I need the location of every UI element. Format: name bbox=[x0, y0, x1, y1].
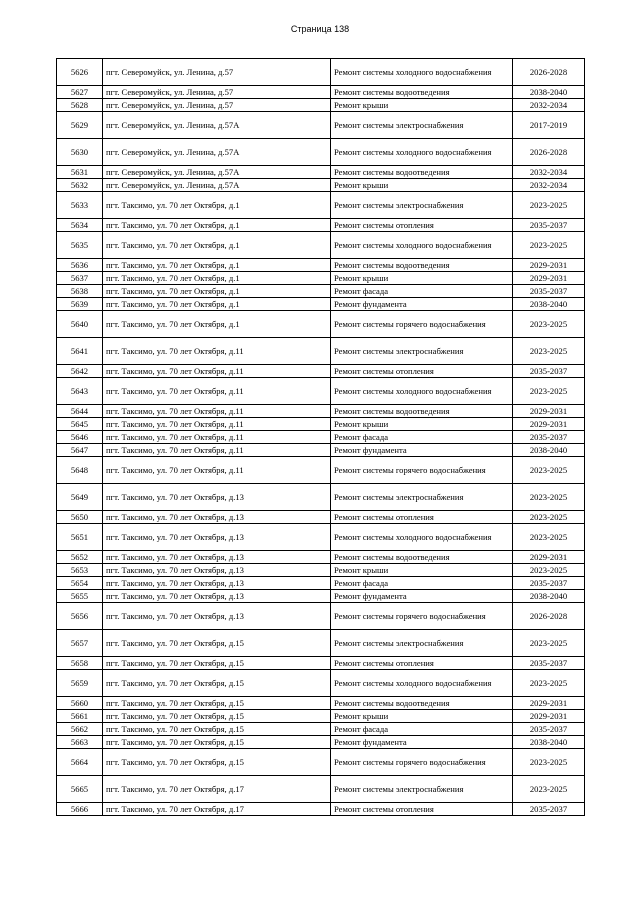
row-number-cell: 5627 bbox=[57, 86, 103, 99]
period-cell: 2029-2031 bbox=[513, 405, 585, 418]
work-type-cell: Ремонт системы холодного водоснабжения bbox=[331, 59, 513, 86]
row-number-cell: 5646 bbox=[57, 431, 103, 444]
address-cell: пгт. Таксимо, ул. 70 лет Октября, д.11 bbox=[103, 418, 331, 431]
work-type-cell: Ремонт системы водоотведения bbox=[331, 405, 513, 418]
row-number-cell: 5651 bbox=[57, 524, 103, 551]
address-cell: пгт. Северомуйск, ул. Ленина, д.57А bbox=[103, 112, 331, 139]
work-type-cell: Ремонт крыши bbox=[331, 99, 513, 112]
period-cell: 2029-2031 bbox=[513, 551, 585, 564]
period-cell: 2029-2031 bbox=[513, 697, 585, 710]
table-row bbox=[57, 139, 585, 166]
address-cell: пгт. Северомуйск, ул. Ленина, д.57А bbox=[103, 166, 331, 179]
address-cell: пгт. Таксимо, ул. 70 лет Октября, д.11 bbox=[103, 457, 331, 484]
work-type-cell: Ремонт системы водоотведения bbox=[331, 166, 513, 179]
address-cell: пгт. Таксимо, ул. 70 лет Октября, д.1 bbox=[103, 285, 331, 298]
period-cell: 2017-2019 bbox=[513, 112, 585, 139]
address-cell: пгт. Таксимо, ул. 70 лет Октября, д.13 bbox=[103, 590, 331, 603]
period-cell: 2026-2028 bbox=[513, 603, 585, 630]
row-number-cell: 5653 bbox=[57, 564, 103, 577]
table-row bbox=[57, 166, 585, 179]
row-number-cell: 5665 bbox=[57, 776, 103, 803]
work-type-cell: Ремонт крыши bbox=[331, 179, 513, 192]
row-number-cell: 5635 bbox=[57, 232, 103, 259]
row-number-cell: 5642 bbox=[57, 365, 103, 378]
address-cell: пгт. Таксимо, ул. 70 лет Октября, д.17 bbox=[103, 776, 331, 803]
table-row bbox=[57, 749, 585, 776]
row-number-cell: 5663 bbox=[57, 736, 103, 749]
work-type-cell: Ремонт системы холодного водоснабжения bbox=[331, 232, 513, 259]
period-cell: 2023-2025 bbox=[513, 564, 585, 577]
period-cell: 2026-2028 bbox=[513, 59, 585, 86]
address-cell: пгт. Таксимо, ул. 70 лет Октября, д.17 bbox=[103, 803, 331, 816]
period-cell: 2035-2037 bbox=[513, 803, 585, 816]
row-number-cell: 5641 bbox=[57, 338, 103, 365]
row-number-cell: 5645 bbox=[57, 418, 103, 431]
work-type-cell: Ремонт фасада bbox=[331, 285, 513, 298]
row-number-cell: 5626 bbox=[57, 59, 103, 86]
table-row bbox=[57, 179, 585, 192]
page-header: Страница 138 bbox=[290, 24, 350, 34]
table-row bbox=[57, 484, 585, 511]
period-cell: 2038-2040 bbox=[513, 86, 585, 99]
period-cell: 2038-2040 bbox=[513, 444, 585, 457]
period-cell: 2023-2025 bbox=[513, 338, 585, 365]
work-type-cell: Ремонт системы холодного водоснабжения bbox=[331, 378, 513, 405]
row-number-cell: 5666 bbox=[57, 803, 103, 816]
address-cell: пгт. Таксимо, ул. 70 лет Октября, д.1 bbox=[103, 259, 331, 272]
table-row bbox=[57, 365, 585, 378]
work-type-cell: Ремонт фасада bbox=[331, 431, 513, 444]
work-type-cell: Ремонт системы водоотведения bbox=[331, 259, 513, 272]
table-row bbox=[57, 405, 585, 418]
work-type-cell: Ремонт системы отопления bbox=[331, 365, 513, 378]
row-number-cell: 5649 bbox=[57, 484, 103, 511]
address-cell: пгт. Таксимо, ул. 70 лет Октября, д.13 bbox=[103, 577, 331, 590]
work-type-cell: Ремонт фундамента bbox=[331, 590, 513, 603]
table-row bbox=[57, 590, 585, 603]
work-type-cell: Ремонт фасада bbox=[331, 577, 513, 590]
period-cell: 2029-2031 bbox=[513, 272, 585, 285]
table-row bbox=[57, 232, 585, 259]
work-type-cell: Ремонт системы электроснабжения bbox=[331, 630, 513, 657]
address-cell: пгт. Таксимо, ул. 70 лет Октября, д.15 bbox=[103, 670, 331, 697]
address-cell: пгт. Таксимо, ул. 70 лет Октября, д.15 bbox=[103, 630, 331, 657]
work-type-cell: Ремонт системы водоотведения bbox=[331, 551, 513, 564]
period-cell: 2023-2025 bbox=[513, 630, 585, 657]
work-type-cell: Ремонт системы отопления bbox=[331, 657, 513, 670]
work-type-cell: Ремонт системы электроснабжения bbox=[331, 192, 513, 219]
work-type-cell: Ремонт крыши bbox=[331, 272, 513, 285]
row-number-cell: 5647 bbox=[57, 444, 103, 457]
address-cell: пгт. Таксимо, ул. 70 лет Октября, д.11 bbox=[103, 431, 331, 444]
address-cell: пгт. Таксимо, ул. 70 лет Октября, д.1 bbox=[103, 272, 331, 285]
row-number-cell: 5633 bbox=[57, 192, 103, 219]
row-number-cell: 5652 bbox=[57, 551, 103, 564]
period-cell: 2035-2037 bbox=[513, 577, 585, 590]
row-number-cell: 5639 bbox=[57, 298, 103, 311]
table-row bbox=[57, 710, 585, 723]
table-row bbox=[57, 524, 585, 551]
period-cell: 2023-2025 bbox=[513, 378, 585, 405]
table-row bbox=[57, 603, 585, 630]
period-cell: 2035-2037 bbox=[513, 219, 585, 232]
period-cell: 2035-2037 bbox=[513, 431, 585, 444]
period-cell: 2023-2025 bbox=[513, 311, 585, 338]
period-cell: 2032-2034 bbox=[513, 99, 585, 112]
table-row bbox=[57, 59, 585, 86]
table-row bbox=[57, 723, 585, 736]
row-number-cell: 5636 bbox=[57, 259, 103, 272]
table-row bbox=[57, 511, 585, 524]
table-row bbox=[57, 272, 585, 285]
table-row bbox=[57, 564, 585, 577]
address-cell: пгт. Таксимо, ул. 70 лет Октября, д.13 bbox=[103, 564, 331, 577]
address-cell: пгт. Северомуйск, ул. Ленина, д.57А bbox=[103, 139, 331, 166]
table-row bbox=[57, 338, 585, 365]
address-cell: пгт. Таксимо, ул. 70 лет Октября, д.1 bbox=[103, 192, 331, 219]
row-number-cell: 5640 bbox=[57, 311, 103, 338]
period-cell: 2023-2025 bbox=[513, 511, 585, 524]
address-cell: пгт. Таксимо, ул. 70 лет Октября, д.1 bbox=[103, 311, 331, 338]
address-cell: пгт. Таксимо, ул. 70 лет Октября, д.15 bbox=[103, 723, 331, 736]
table-row bbox=[57, 378, 585, 405]
work-type-cell: Ремонт системы электроснабжения bbox=[331, 112, 513, 139]
period-cell: 2023-2025 bbox=[513, 524, 585, 551]
address-cell: пгт. Таксимо, ул. 70 лет Октября, д.13 bbox=[103, 511, 331, 524]
period-cell: 2023-2025 bbox=[513, 776, 585, 803]
address-cell: пгт. Таксимо, ул. 70 лет Октября, д.13 bbox=[103, 603, 331, 630]
work-type-cell: Ремонт системы электроснабжения bbox=[331, 338, 513, 365]
table-row bbox=[57, 670, 585, 697]
work-type-cell: Ремонт системы горячего водоснабжения bbox=[331, 311, 513, 338]
address-cell: пгт. Таксимо, ул. 70 лет Октября, д.11 bbox=[103, 378, 331, 405]
period-cell: 2035-2037 bbox=[513, 723, 585, 736]
work-type-cell: Ремонт системы отопления bbox=[331, 803, 513, 816]
table-body bbox=[57, 59, 585, 816]
period-cell: 2029-2031 bbox=[513, 710, 585, 723]
table-row bbox=[57, 418, 585, 431]
period-cell: 2023-2025 bbox=[513, 457, 585, 484]
work-type-cell: Ремонт фундамента bbox=[331, 298, 513, 311]
row-number-cell: 5629 bbox=[57, 112, 103, 139]
row-number-cell: 5643 bbox=[57, 378, 103, 405]
address-cell: пгт. Таксимо, ул. 70 лет Октября, д.15 bbox=[103, 697, 331, 710]
period-cell: 2035-2037 bbox=[513, 285, 585, 298]
period-cell: 2032-2034 bbox=[513, 166, 585, 179]
address-cell: пгт. Таксимо, ул. 70 лет Октября, д.1 bbox=[103, 298, 331, 311]
table-row bbox=[57, 431, 585, 444]
work-type-cell: Ремонт системы электроснабжения bbox=[331, 484, 513, 511]
work-type-cell: Ремонт системы холодного водоснабжения bbox=[331, 139, 513, 166]
address-cell: пгт. Таксимо, ул. 70 лет Октября, д.11 bbox=[103, 365, 331, 378]
work-type-cell: Ремонт системы холодного водоснабжения bbox=[331, 670, 513, 697]
address-cell: пгт. Северомуйск, ул. Ленина, д.57 bbox=[103, 99, 331, 112]
period-cell: 2038-2040 bbox=[513, 590, 585, 603]
row-number-cell: 5650 bbox=[57, 511, 103, 524]
work-type-cell: Ремонт крыши bbox=[331, 710, 513, 723]
row-number-cell: 5659 bbox=[57, 670, 103, 697]
period-cell: 2035-2037 bbox=[513, 365, 585, 378]
work-type-cell: Ремонт системы водоотведения bbox=[331, 697, 513, 710]
row-number-cell: 5637 bbox=[57, 272, 103, 285]
row-number-cell: 5664 bbox=[57, 749, 103, 776]
row-number-cell: 5631 bbox=[57, 166, 103, 179]
table-row bbox=[57, 776, 585, 803]
work-type-cell: Ремонт системы горячего водоснабжения bbox=[331, 603, 513, 630]
work-type-cell: Ремонт крыши bbox=[331, 564, 513, 577]
work-type-cell: Ремонт фундамента bbox=[331, 736, 513, 749]
row-number-cell: 5644 bbox=[57, 405, 103, 418]
address-cell: пгт. Таксимо, ул. 70 лет Октября, д.11 bbox=[103, 338, 331, 365]
work-type-cell: Ремонт фундамента bbox=[331, 444, 513, 457]
row-number-cell: 5628 bbox=[57, 99, 103, 112]
work-type-cell: Ремонт системы водоотведения bbox=[331, 86, 513, 99]
table-row bbox=[57, 86, 585, 99]
period-cell: 2023-2025 bbox=[513, 192, 585, 219]
row-number-cell: 5657 bbox=[57, 630, 103, 657]
period-cell: 2032-2034 bbox=[513, 179, 585, 192]
table-row bbox=[57, 311, 585, 338]
table-row bbox=[57, 697, 585, 710]
row-number-cell: 5648 bbox=[57, 457, 103, 484]
address-cell: пгт. Таксимо, ул. 70 лет Октября, д.15 bbox=[103, 736, 331, 749]
period-cell: 2038-2040 bbox=[513, 736, 585, 749]
row-number-cell: 5660 bbox=[57, 697, 103, 710]
address-cell: пгт. Таксимо, ул. 70 лет Октября, д.15 bbox=[103, 710, 331, 723]
period-cell: 2035-2037 bbox=[513, 657, 585, 670]
address-cell: пгт. Таксимо, ул. 70 лет Октября, д.13 bbox=[103, 524, 331, 551]
address-cell: пгт. Таксимо, ул. 70 лет Октября, д.11 bbox=[103, 444, 331, 457]
row-number-cell: 5630 bbox=[57, 139, 103, 166]
work-type-cell: Ремонт фасада bbox=[331, 723, 513, 736]
table-row bbox=[57, 298, 585, 311]
period-cell: 2038-2040 bbox=[513, 298, 585, 311]
work-type-cell: Ремонт системы отопления bbox=[331, 219, 513, 232]
table-row bbox=[57, 577, 585, 590]
address-cell: пгт. Северомуйск, ул. Ленина, д.57 bbox=[103, 59, 331, 86]
work-type-cell: Ремонт системы отопления bbox=[331, 511, 513, 524]
period-cell: 2023-2025 bbox=[513, 484, 585, 511]
row-number-cell: 5632 bbox=[57, 179, 103, 192]
work-type-cell: Ремонт системы горячего водоснабжения bbox=[331, 749, 513, 776]
row-number-cell: 5662 bbox=[57, 723, 103, 736]
address-cell: пгт. Таксимо, ул. 70 лет Октября, д.13 bbox=[103, 484, 331, 511]
repair-schedule-table bbox=[56, 58, 585, 816]
period-cell: 2023-2025 bbox=[513, 232, 585, 259]
table-row bbox=[57, 444, 585, 457]
table-row bbox=[57, 259, 585, 272]
row-number-cell: 5658 bbox=[57, 657, 103, 670]
row-number-cell: 5634 bbox=[57, 219, 103, 232]
address-cell: пгт. Северомуйск, ул. Ленина, д.57 bbox=[103, 86, 331, 99]
period-cell: 2029-2031 bbox=[513, 259, 585, 272]
table-row bbox=[57, 112, 585, 139]
row-number-cell: 5655 bbox=[57, 590, 103, 603]
work-type-cell: Ремонт системы холодного водоснабжения bbox=[331, 524, 513, 551]
row-number-cell: 5654 bbox=[57, 577, 103, 590]
row-number-cell: 5656 bbox=[57, 603, 103, 630]
table-row bbox=[57, 657, 585, 670]
table-row bbox=[57, 736, 585, 749]
address-cell: пгт. Таксимо, ул. 70 лет Октября, д.13 bbox=[103, 551, 331, 564]
table-row bbox=[57, 219, 585, 232]
table-row bbox=[57, 99, 585, 112]
address-cell: пгт. Северомуйск, ул. Ленина, д.57А bbox=[103, 179, 331, 192]
address-cell: пгт. Таксимо, ул. 70 лет Октября, д.1 bbox=[103, 219, 331, 232]
address-cell: пгт. Таксимо, ул. 70 лет Октября, д.15 bbox=[103, 749, 331, 776]
period-cell: 2023-2025 bbox=[513, 670, 585, 697]
table-row bbox=[57, 285, 585, 298]
table-row bbox=[57, 551, 585, 564]
period-cell: 2029-2031 bbox=[513, 418, 585, 431]
address-cell: пгт. Таксимо, ул. 70 лет Октября, д.15 bbox=[103, 657, 331, 670]
table-row bbox=[57, 803, 585, 816]
work-type-cell: Ремонт системы горячего водоснабжения bbox=[331, 457, 513, 484]
table-row bbox=[57, 192, 585, 219]
table-row bbox=[57, 457, 585, 484]
address-cell: пгт. Таксимо, ул. 70 лет Октября, д.11 bbox=[103, 405, 331, 418]
row-number-cell: 5638 bbox=[57, 285, 103, 298]
work-type-cell: Ремонт системы электроснабжения bbox=[331, 776, 513, 803]
row-number-cell: 5661 bbox=[57, 710, 103, 723]
period-cell: 2023-2025 bbox=[513, 749, 585, 776]
address-cell: пгт. Таксимо, ул. 70 лет Октября, д.1 bbox=[103, 232, 331, 259]
table-row bbox=[57, 630, 585, 657]
period-cell: 2026-2028 bbox=[513, 139, 585, 166]
work-type-cell: Ремонт крыши bbox=[331, 418, 513, 431]
